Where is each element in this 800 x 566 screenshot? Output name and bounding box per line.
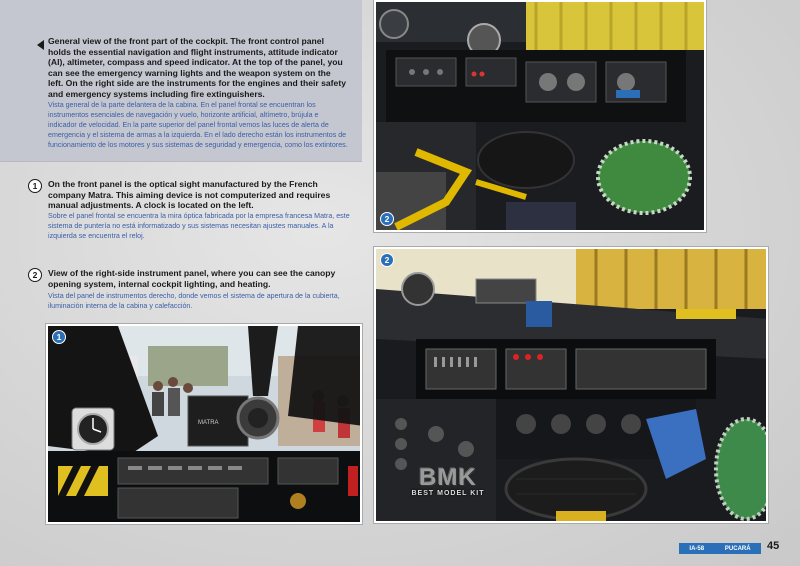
photo-gunsight [46, 324, 362, 524]
caption-number-2: 2 [28, 268, 42, 282]
footer-name: PUCARÁ [724, 545, 751, 552]
cockpit-photo-illustration [376, 2, 706, 232]
watermark-tagline: BEST MODEL KIT [411, 490, 485, 497]
watermark-logo [388, 466, 508, 502]
caption2-text-es: Vista del panel de instrumentos derecho, donde vemos el sistema de apertura de la cubierta, iluminación interna de la cabina y calefacción. [48, 292, 340, 310]
page-number: 45 [767, 540, 780, 552]
watermark-brand: BMK [419, 464, 477, 491]
photo-number-badge: 1 [52, 330, 66, 344]
footer-model: IA-58 [689, 545, 705, 552]
svg-text:MATRA: MATRA [198, 420, 219, 426]
intro-text-en: General view of the front part of the cockpit. The front control panel holds the essential navigation and flight instruments, attitude indicator (AI), altimeter, compass and speed indicator. At the top of the panel, you can see the emergency warning lights and the weapon system on the left. On the right side are the instruments for the engines and their safety and emergency systems including fire extinguishers. [48, 36, 346, 99]
gunsight-photo-illustration [48, 326, 362, 524]
photo-number-badge: 2 [380, 212, 394, 226]
photo-number-badge: 2 [380, 253, 394, 267]
caption1-text-es: Sobre el panel frontal se encuentra la mira óptica fabricada por la empresa francesa Matra, este sistema de puntería no está informatizado y sus sistemas necesitan ajustes manuales. A la izquierda se encuentra el reloj. [48, 212, 350, 240]
arrow-left-icon [37, 40, 44, 50]
caption1-text-en: On the front panel is the optical sight manufactured by the French company Matra. This aiming device is not computerized and requires manual adjustments. A clock is located on the left. [48, 179, 331, 211]
photo-cockpit-top-right [374, 0, 706, 232]
footer-bar [679, 543, 761, 554]
caption-number-1: 1 [28, 179, 42, 193]
caption2-text-en: View of the right-side instrument panel, where you can see the canopy opening system, internal cockpit lighting, and heating. [48, 268, 336, 289]
intro-text-es: Vista general de la parte delantera de la cabina. En el panel frontal se encuentran los instrumentos esenciales de navegación y vuelo, horizonte artificial, altímetro, brújula e indicador de velocidad. En la parte superior del panel frontal vemos las luces de alerta de emergencia y el sistema de armas a la izquierda. En el lado derecho están los instrumentos de funcionamiento de los motores y sus sistemas de seguridad y emergencia, como los extintores. [48, 101, 348, 149]
